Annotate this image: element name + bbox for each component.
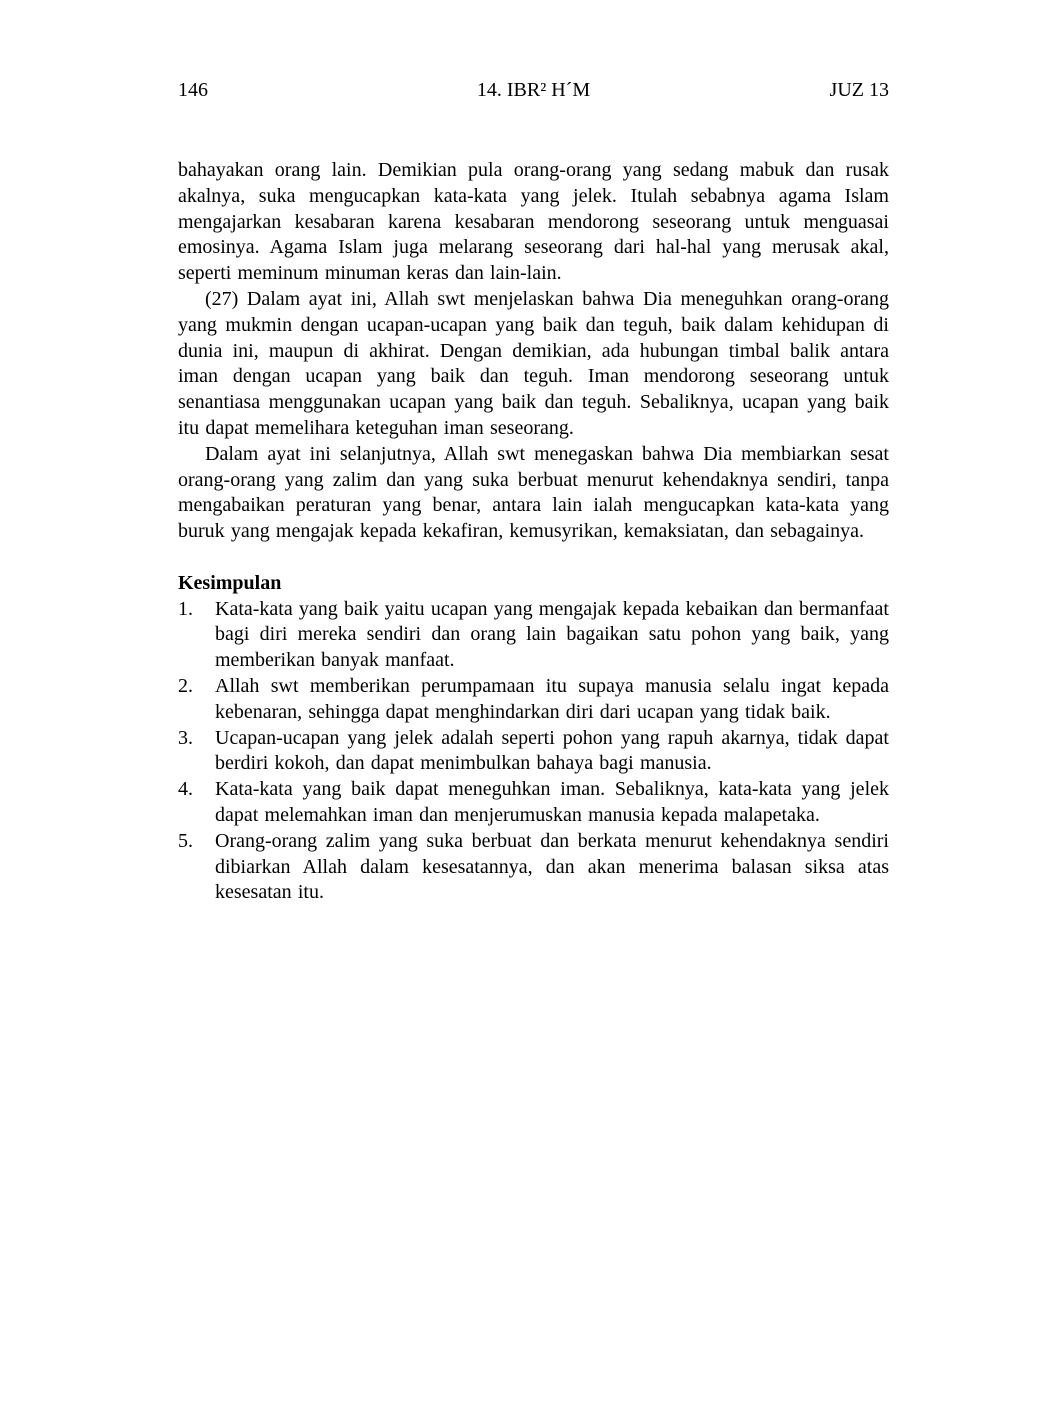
kesimpulan-list bbox=[178, 597, 889, 907]
list-item-number: 1. bbox=[178, 597, 193, 620]
list-item-number: 2. bbox=[178, 674, 193, 697]
page-header bbox=[178, 78, 889, 102]
page-number: 146 bbox=[178, 79, 208, 101]
list-item bbox=[178, 726, 889, 778]
body-text bbox=[178, 158, 889, 545]
list-item-text: Kata-kata yang baik dapat meneguhkan iman. Sebaliknya, kata-kata yang jelek dapat melemahkan iman dan menjerumuskan manusia kepada malapetaka. bbox=[215, 778, 889, 826]
list-item-number: 3. bbox=[178, 726, 193, 749]
list-item-text: Orang-orang zalim yang suka berbuat dan berkata menurut kehendaknya sendiri dibiarkan Allah dalam kesesatannya, dan akan menerima balasan siksa atas kesesatan itu. bbox=[215, 829, 889, 904]
list-item bbox=[178, 829, 889, 906]
list-item-number: 5. bbox=[178, 829, 193, 852]
list-item-text: Allah swt memberikan perumpamaan itu supaya manusia selalu ingat kepada kebenaran, sehingga dapat menghindarkan diri dari ucapan yang tidak baik. bbox=[215, 674, 889, 723]
body-paragraph: bahayakan orang lain. Demikian pula orang-orang yang sedang mabuk dan rusak akalnya, suka mengucapkan kata-kata yang jelek. Itulah sebabnya agama Islam mengajarkan kesabaran karena kesabaran mendorong seseorang untuk menguasai emosinya. Agama Islam juga melarang seseorang dari hal-hal yang merusak akal, seperti meminum minuman keras dan lain-lain. bbox=[178, 159, 889, 285]
chapter-title: 14. IBR² H´M bbox=[476, 79, 591, 101]
page-content bbox=[178, 78, 889, 906]
list-item-text: Ucapan-ucapan yang jelek adalah seperti pohon yang rapuh akarnya, tidak dapat berdiri kokoh, dan dapat menimbulkan bahaya bagi manusia. bbox=[215, 726, 889, 775]
kesimpulan-heading: Kesimpulan bbox=[178, 571, 282, 594]
body-paragraph: Dalam ayat ini selanjutnya, Allah swt menegaskan bahwa Dia membiarkan sesat orang-orang yang zalim dan yang suka berbuat menurut kehendaknya sendiri, tanpa mengabaikan peraturan yang benar, antara lain ialah mengucapkan kata-kata yang buruk yang mengajak kepada kekafiran, kemusyrikan, kemaksiatan, dan sebagainya. bbox=[178, 442, 889, 543]
list-item bbox=[178, 597, 889, 674]
juz-label: JUZ 13 bbox=[829, 79, 889, 101]
list-item bbox=[178, 777, 889, 829]
list-item bbox=[178, 674, 889, 726]
body-paragraph: (27) Dalam ayat ini, Allah swt menjelaskan bahwa Dia meneguhkan orang-orang yang mukmin dengan ucapan-ucapan yang baik dan teguh, baik dalam kehidupan di dunia ini, maupun di akhirat. Dengan demikian, ada hubungan timbal balik antara iman dengan ucapan yang baik dan teguh. Iman mendorong seseorang untuk senantiasa menggunakan ucapan yang baik dan teguh. Sebaliknya, ucapan yang baik itu dapat memelihara keteguhan iman seseorang. bbox=[178, 287, 889, 439]
list-item-number: 4. bbox=[178, 778, 193, 801]
list-item-text: Kata-kata yang baik yaitu ucapan yang mengajak kepada kebaikan dan bermanfaat bagi diri mereka sendiri dan orang lain bagaikan satu pohon yang baik, yang memberikan banyak manfaat. bbox=[215, 597, 889, 672]
